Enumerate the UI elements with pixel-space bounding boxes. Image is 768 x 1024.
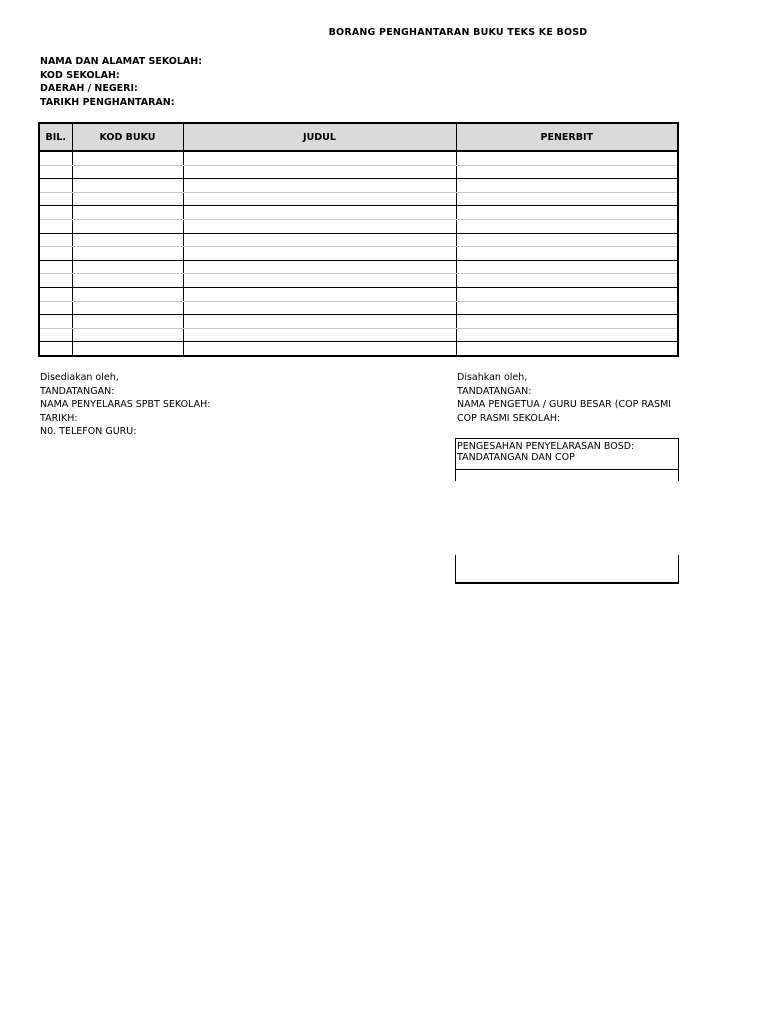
table-cell: [183, 287, 456, 301]
table-cell: [72, 179, 183, 193]
table-row: [39, 328, 678, 342]
table-row: [39, 315, 678, 329]
table-cell: [39, 247, 72, 261]
teacher-phone-label: N0. TELEFON GURU:: [40, 426, 137, 438]
table-cell: [456, 165, 678, 179]
table-cell: [183, 328, 456, 342]
table-cell: [39, 179, 72, 193]
approved-signature-label: TANDATANGAN:: [457, 385, 532, 397]
table-cell: [183, 219, 456, 233]
table-cell: [72, 233, 183, 247]
approved-by-heading: Disahkan oleh,: [457, 372, 528, 383]
bosd-box-right-border-bottom: [678, 555, 679, 583]
table-row: [39, 151, 678, 165]
table-cell: [72, 260, 183, 274]
table-cell: [183, 315, 456, 329]
table-cell: [183, 151, 456, 165]
table-row: [39, 287, 678, 301]
table-cell: [456, 287, 678, 301]
table-cell: [183, 206, 456, 220]
table-cell: [39, 151, 72, 165]
table-cell: [456, 219, 678, 233]
table-cell: [183, 247, 456, 261]
bosd-box-bottom-border: [455, 582, 679, 584]
book-list-table: [38, 122, 679, 357]
bosd-verification-label: PENGESAHAN PENYELARASAN BOSD:: [457, 441, 635, 452]
table-cell: [183, 192, 456, 206]
table-cell: [39, 206, 72, 220]
prepared-signature-label: TANDATANGAN:: [40, 385, 115, 397]
table-cell: [72, 328, 183, 342]
table-row: [39, 342, 678, 356]
district-state-label: DAERAH / NEGERI:: [40, 83, 138, 94]
table-cell: [39, 219, 72, 233]
table-row: [39, 301, 678, 315]
school-name-address-label: NAMA DAN ALAMAT SEKOLAH:: [40, 56, 203, 67]
bosd-box-left-border-bottom: [455, 555, 456, 583]
principal-name-label: NAMA PENGETUA / GURU BESAR (COP RASMI: [457, 399, 672, 411]
table-body: [39, 151, 678, 356]
coordinator-name-label: NAMA PENYELARAS SPBT SEKOLAH:: [40, 399, 211, 411]
column-header-bil: BIL.: [39, 123, 72, 151]
bosd-signature-stamp-label: TANDATANGAN DAN COP: [457, 452, 575, 463]
table-cell: [456, 342, 678, 356]
table-row: [39, 233, 678, 247]
table-row: [39, 179, 678, 193]
table-cell: [39, 192, 72, 206]
delivery-date-label: TARIKH PENGHANTARAN:: [40, 96, 175, 108]
column-header-kod-buku: KOD BUKU: [72, 123, 183, 151]
table-cell: [39, 287, 72, 301]
school-info-fields: [40, 55, 202, 109]
table-cell: [183, 233, 456, 247]
school-stamp-label: COP RASMI SEKOLAH:: [457, 412, 561, 424]
bosd-box-left-border-top: [455, 468, 456, 481]
form-title: BORANG PENGHANTARAN BUKU TEKS KE BOSD: [328, 27, 588, 38]
table-cell: [72, 315, 183, 329]
table-row: [39, 247, 678, 261]
table-cell: [456, 315, 678, 329]
table-cell: [456, 301, 678, 315]
table-cell: [456, 206, 678, 220]
table-cell: [72, 247, 183, 261]
table-cell: [39, 315, 72, 329]
bosd-box-right-border-top: [678, 468, 679, 481]
approved-by-section: [457, 371, 679, 425]
table-cell: [72, 287, 183, 301]
table-cell: [72, 219, 183, 233]
prepared-by-heading: Disediakan oleh,: [40, 372, 119, 383]
column-header-penerbit: PENERBIT: [456, 123, 678, 151]
table-cell: [39, 260, 72, 274]
table-cell: [72, 165, 183, 179]
table-cell: [39, 233, 72, 247]
table-cell: [72, 206, 183, 220]
table-cell: [183, 301, 456, 315]
table-header-row: [39, 123, 678, 151]
column-header-judul: JUDUL: [183, 123, 456, 151]
table-row: [39, 192, 678, 206]
table-cell: [456, 274, 678, 288]
table-cell: [183, 165, 456, 179]
table-cell: [72, 192, 183, 206]
table-row: [39, 219, 678, 233]
prepared-by-section: [40, 371, 210, 439]
prepared-date-label: TARIKH:: [40, 412, 78, 424]
table-cell: [183, 274, 456, 288]
table-cell: [39, 165, 72, 179]
table-cell: [72, 274, 183, 288]
school-code-label: KOD SEKOLAH:: [40, 69, 120, 81]
table-cell: [183, 179, 456, 193]
table-cell: [456, 179, 678, 193]
table-cell: [39, 274, 72, 288]
table-cell: [456, 260, 678, 274]
table-cell: [72, 342, 183, 356]
table-cell: [456, 247, 678, 261]
table-cell: [456, 328, 678, 342]
table-cell: [183, 260, 456, 274]
table-cell: [39, 342, 72, 356]
table-row: [39, 165, 678, 179]
table-cell: [72, 151, 183, 165]
table-cell: [72, 301, 183, 315]
table-cell: [456, 233, 678, 247]
table-row: [39, 274, 678, 288]
table-cell: [39, 328, 72, 342]
table-cell: [39, 301, 72, 315]
bosd-verification-box: [455, 438, 679, 470]
table-cell: [456, 192, 678, 206]
table-cell: [183, 342, 456, 356]
table-row: [39, 260, 678, 274]
table-row: [39, 206, 678, 220]
table-cell: [456, 151, 678, 165]
